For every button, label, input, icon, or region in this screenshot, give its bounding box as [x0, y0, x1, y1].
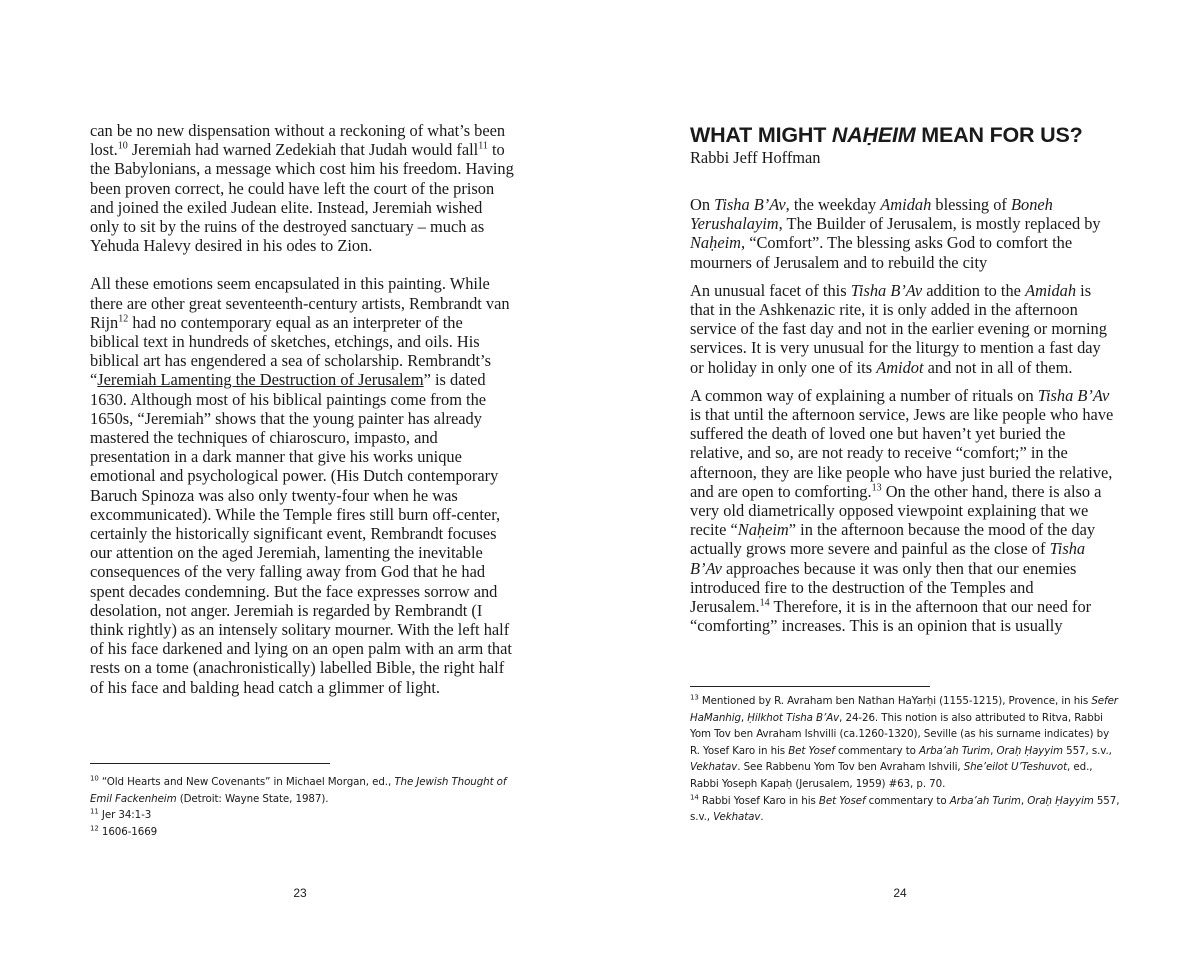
- text: , The Builder of Jerusalem, is mostly replaced by: [778, 214, 1101, 234]
- text: ,: [1020, 794, 1028, 807]
- painting-link[interactable]: Jeremiah Lamenting the Destruction of Jerusalem: [97, 370, 424, 390]
- text: Naḥeim: [690, 233, 741, 253]
- text: Vekhatav: [713, 811, 761, 824]
- text: Naḥeim: [737, 520, 789, 540]
- text: Oraḥ Ḥayyim: [1027, 794, 1094, 807]
- text: An unusual facet of this: [690, 280, 851, 300]
- article-title: [690, 122, 1130, 148]
- footnote-ref-13[interactable]: 13: [871, 482, 882, 494]
- text: commentary to: [834, 744, 920, 757]
- text: Rabbi Yosef Karo in his: [698, 794, 819, 807]
- text: Tisha B’Av: [714, 195, 786, 214]
- text: can be no new dispensation without a reckoning of what’s been lost.: [90, 121, 506, 160]
- footnote-number: 14: [690, 793, 699, 802]
- text: blessing of: [931, 195, 1011, 214]
- text: Bet Yosef: [818, 794, 866, 807]
- left-body: [90, 121, 515, 697]
- text: The Jewish Thought of Emil Fackenheim: [90, 776, 507, 805]
- text: , “Comfort”. The blessing asks God to comfort the mourners of Jerusalem and to rebuild the city: [690, 233, 1073, 272]
- text: Tisha B’Av: [690, 539, 1086, 578]
- text: “Old Hearts and New Covenants” in Michael Morgan, ed.,: [98, 776, 395, 788]
- right-page: [600, 0, 1200, 960]
- text: ,: [990, 744, 997, 757]
- footnote-14: [690, 793, 1122, 826]
- text: All these emotions seem encapsulated in this painting. While there are other great seventeenth-century artists, Rembrandt van Rijn: [90, 274, 510, 332]
- text: Sefer HaManhig: [690, 695, 1118, 724]
- text: On: [690, 195, 715, 214]
- right-paragraph-1: [690, 195, 1115, 272]
- text: is that in the Ashkenazic rite, it is only added in the afternoon service of the fast day and not in the earlier evening or morning services. It is very unusual for the liturgy to mention a fast day or holiday in only one of its: [690, 280, 1107, 377]
- text: Therefore, it is in the afternoon that our need for “comforting” increases. This is an opinion that is usually: [690, 597, 1092, 636]
- text: MEAN FOR US?: [915, 123, 1083, 147]
- text: Amidah: [880, 195, 932, 214]
- page-number: 23: [293, 886, 307, 900]
- text: approaches because it was only then that our enemies introduced fire to the destruction of the Temples and Jerusalem.: [690, 558, 1077, 617]
- text: to the Babylonians, a message which cost him his freedom. Having been proven correct, he could have left the court of the prison and joined the exiled Judean elite. Instead, Jeremiah wished only to sit by the ruins of the destroyed sanctuary – much as Yehuda Halevy desired in his odes to Zion.: [90, 140, 514, 256]
- text: , 24-26. This notion is also attributed to Ritva, Rabbi Yom Tov ben Avraham Ishvilli (ca.1260-1320), Seville (as his surname indicates) by R. Yosef Karo in his: [690, 711, 1110, 757]
- text: Arba’ah Turim: [949, 794, 1021, 807]
- text: is that until the afternoon service, Jews are like people who have suffered the death of loved one but haven’t yet buried the relative, and so, are not ready to receive “comfort;” in the afternoon, they are like people who have just buried the relative, and are open to comforting.: [690, 405, 1114, 501]
- text: Vekhatav: [690, 761, 738, 774]
- text: Arba’ah Turim: [919, 744, 991, 757]
- footnote-divider: [90, 763, 330, 764]
- footnote-12: [90, 824, 510, 841]
- text: had no contemporary equal as an interpreter of the biblical text in hundreds of sketches, etchings, and oils. His biblical art has engendered a sea of scholarship. Rembrandt’s “: [90, 312, 491, 390]
- text: Jer 34:1-3: [98, 809, 152, 822]
- text: A common way of explaining a number of rituals on: [690, 385, 1038, 405]
- text: 557, s.v.,: [1062, 744, 1112, 757]
- text: WHAT MIGHT: [690, 123, 832, 147]
- text: Tisha B’Av: [850, 280, 923, 300]
- footnote-11: [90, 807, 510, 824]
- text: Jeremiah had warned Zedekiah that Judah would fall: [127, 140, 479, 160]
- text: ,: [740, 711, 748, 724]
- text: NAḤEIM: [831, 123, 916, 147]
- text: Amidot: [876, 357, 924, 377]
- article-header: [690, 122, 1130, 167]
- footnote-divider: [690, 686, 930, 687]
- footnote-ref-11[interactable]: 11: [478, 140, 488, 152]
- text: 1606-1669: [98, 825, 158, 838]
- text: ” is dated 1630. Although most of his biblical paintings come from the 1650s, “Jeremiah” shows that the young painter has already mastered the techniques of chiaroscuro, impasto, and presentation in a dark manner that give his works unique emotional and psychological power. (His Dutch contemporary Baruch Spinoza was also only twenty-four when he was excommunicated). While the Temple fires still burn off-center, certainly the historically significant event, Rembrandt focuses our attention on the aged Jeremiah, lamenting the inevitable consequences of the very falling away from God that he had spent decades condemning. But the face expresses sorrow and desolation, not anger. Jeremiah is regarded by Rembrandt (I think rightly) as an intensely solitary mourner. With the left half of his face darkened and lying on an open palm with an arm that rests on a tome (anachronistically) labelled Bible, the right half of his face and balding head catch a glimmer of light.: [90, 370, 512, 697]
- text: Ḥilkhot Tisha B’Av: [747, 711, 840, 724]
- text: Oraḥ Ḥayyim: [996, 744, 1063, 757]
- right-footnotes: [690, 693, 1122, 826]
- text: .: [760, 811, 764, 824]
- footnote-10: [90, 774, 510, 807]
- footnote-number: 13: [690, 693, 699, 702]
- footnote-ref-10[interactable]: 10: [117, 140, 128, 152]
- text: Bet Yosef: [788, 744, 835, 757]
- text: Tisha B’Av: [1037, 385, 1110, 405]
- footnote-number: 12: [90, 824, 99, 833]
- footnote-13: [690, 693, 1122, 793]
- text: (Detroit: Wayne State, 1987).: [176, 792, 329, 805]
- text: ” in the afternoon because the mood of the day actually grows more severe and painful as the close of: [690, 520, 1096, 559]
- text: , the weekday: [785, 195, 881, 214]
- left-paragraph-2: [90, 274, 515, 696]
- text: commentary to: [865, 794, 950, 807]
- text: addition to the: [922, 280, 1026, 300]
- text: Amidah: [1025, 280, 1077, 300]
- left-paragraph-1: [90, 121, 515, 255]
- text: , ed., Rabbi Yoseph Kapaḥ (Jerusalem, 1959) #63, p. 70.: [690, 761, 1093, 790]
- article-author: Rabbi Jeff Hoffman: [690, 148, 821, 167]
- text: Mentioned by R. Avraham ben Nathan HaYarḥi (1155-1215), Provence, in his: [698, 695, 1092, 707]
- text: Boneh Yerushalayim: [690, 195, 1053, 234]
- right-paragraph-2: [690, 281, 1115, 377]
- text: and not in all of them.: [923, 357, 1073, 377]
- right-body: [690, 195, 1115, 635]
- left-footnotes: [90, 774, 510, 840]
- footnote-ref-12[interactable]: 12: [118, 313, 129, 325]
- text: On the other hand, there is also a very old diametrically opposed viewpoint explaining that we recite “: [690, 481, 1102, 540]
- text: 557, s.v.,: [690, 794, 1120, 824]
- page-number: 24: [893, 886, 907, 900]
- text: She’eilot U’Teshuvot: [963, 761, 1068, 774]
- right-paragraph-3: [690, 386, 1115, 636]
- text: . See Rabbenu Yom Tov ben Avraham Ishvili,: [737, 761, 964, 774]
- footnote-ref-14[interactable]: 14: [759, 597, 770, 609]
- footnote-number: 10: [90, 774, 99, 783]
- footnote-number: 11: [90, 807, 99, 816]
